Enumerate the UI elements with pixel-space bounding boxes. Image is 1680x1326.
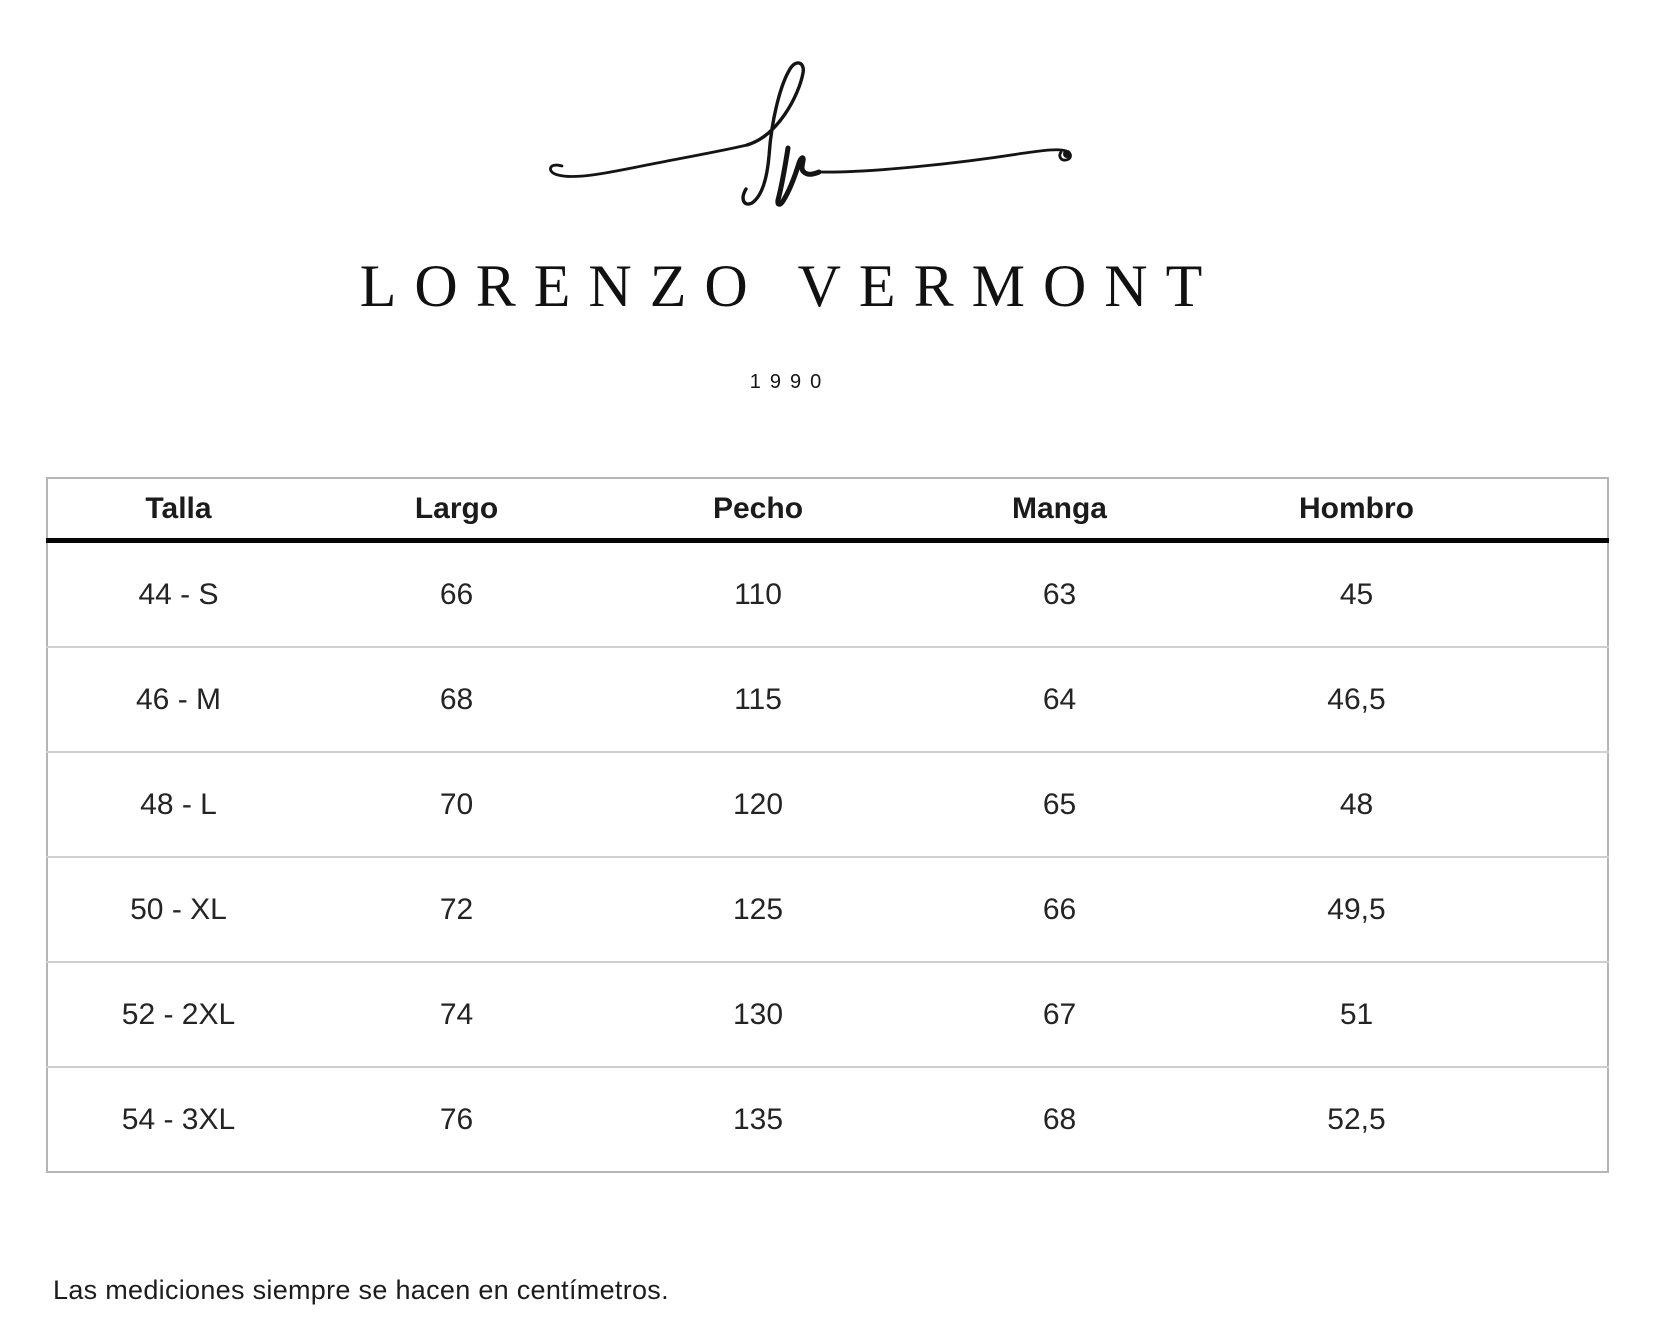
cell-largo: 70 xyxy=(309,752,604,857)
cell-pecho: 120 xyxy=(604,752,912,857)
column-header-largo: Largo xyxy=(309,478,604,541)
table-row-52-2xl xyxy=(47,962,1608,1067)
brand-signature-logo xyxy=(540,52,1080,212)
table-header-row xyxy=(47,478,1608,541)
cell-hombro: 45 xyxy=(1339,577,1374,611)
measurement-note: Las mediciones siempre se hacen en centímetros. xyxy=(53,1275,669,1305)
cell-manga: 68 xyxy=(912,1067,1207,1172)
size-chart-table xyxy=(46,477,1609,1173)
table-row-50-xl xyxy=(47,857,1608,962)
cell-talla: 46 - M xyxy=(47,647,309,752)
brand-year: 1990 xyxy=(749,371,831,393)
cell-hombro: 46,5 xyxy=(1207,647,1608,752)
cell-pecho: 135 xyxy=(604,1067,912,1172)
signature-end-dot xyxy=(1063,150,1071,158)
cell-pecho: 110 xyxy=(734,577,782,611)
table-row-44-s xyxy=(47,541,1608,648)
cell-largo: 66 xyxy=(439,577,474,611)
cell-largo: 76 xyxy=(309,1067,604,1172)
cell-pecho: 125 xyxy=(604,857,912,962)
cell-largo: 74 xyxy=(309,962,604,1067)
cell-largo: 68 xyxy=(309,647,604,752)
cell-hombro: 49,5 xyxy=(1207,857,1608,962)
cell-largo: 72 xyxy=(309,857,604,962)
column-header-pecho: Pecho xyxy=(604,478,912,541)
cell-manga: 64 xyxy=(912,647,1207,752)
cell-hombro: 48 xyxy=(1207,752,1608,857)
cell-talla: 52 - 2XL xyxy=(47,962,309,1067)
cell-manga: 63 xyxy=(1042,577,1077,611)
cell-talla: 50 - XL xyxy=(47,857,309,962)
column-header-hombro: Hombro xyxy=(1207,478,1608,541)
cell-pecho: 115 xyxy=(604,647,912,752)
cell-hombro: 51 xyxy=(1207,962,1608,1067)
column-header-talla: Talla xyxy=(47,478,309,541)
table-row-54-3xl xyxy=(47,1067,1608,1172)
signature-v-stroke xyxy=(778,148,819,204)
signature-right-swash xyxy=(819,150,1071,172)
column-header-manga: Manga xyxy=(912,478,1207,541)
cell-pecho: 130 xyxy=(604,962,912,1067)
cell-manga: 66 xyxy=(912,857,1207,962)
table-row-48-l xyxy=(47,752,1608,857)
brand-name: LORENZO VERMONT xyxy=(359,253,1221,319)
cell-hombro: 52,5 xyxy=(1207,1067,1608,1172)
cell-talla: 48 - L xyxy=(47,752,309,857)
cell-manga: 65 xyxy=(912,752,1207,857)
cell-talla: 54 - 3XL xyxy=(47,1067,309,1172)
cell-manga: 67 xyxy=(912,962,1207,1067)
cell-talla: 44 - S xyxy=(138,577,219,611)
signature-left-swash xyxy=(550,145,747,177)
table-row-46-m xyxy=(47,647,1608,752)
